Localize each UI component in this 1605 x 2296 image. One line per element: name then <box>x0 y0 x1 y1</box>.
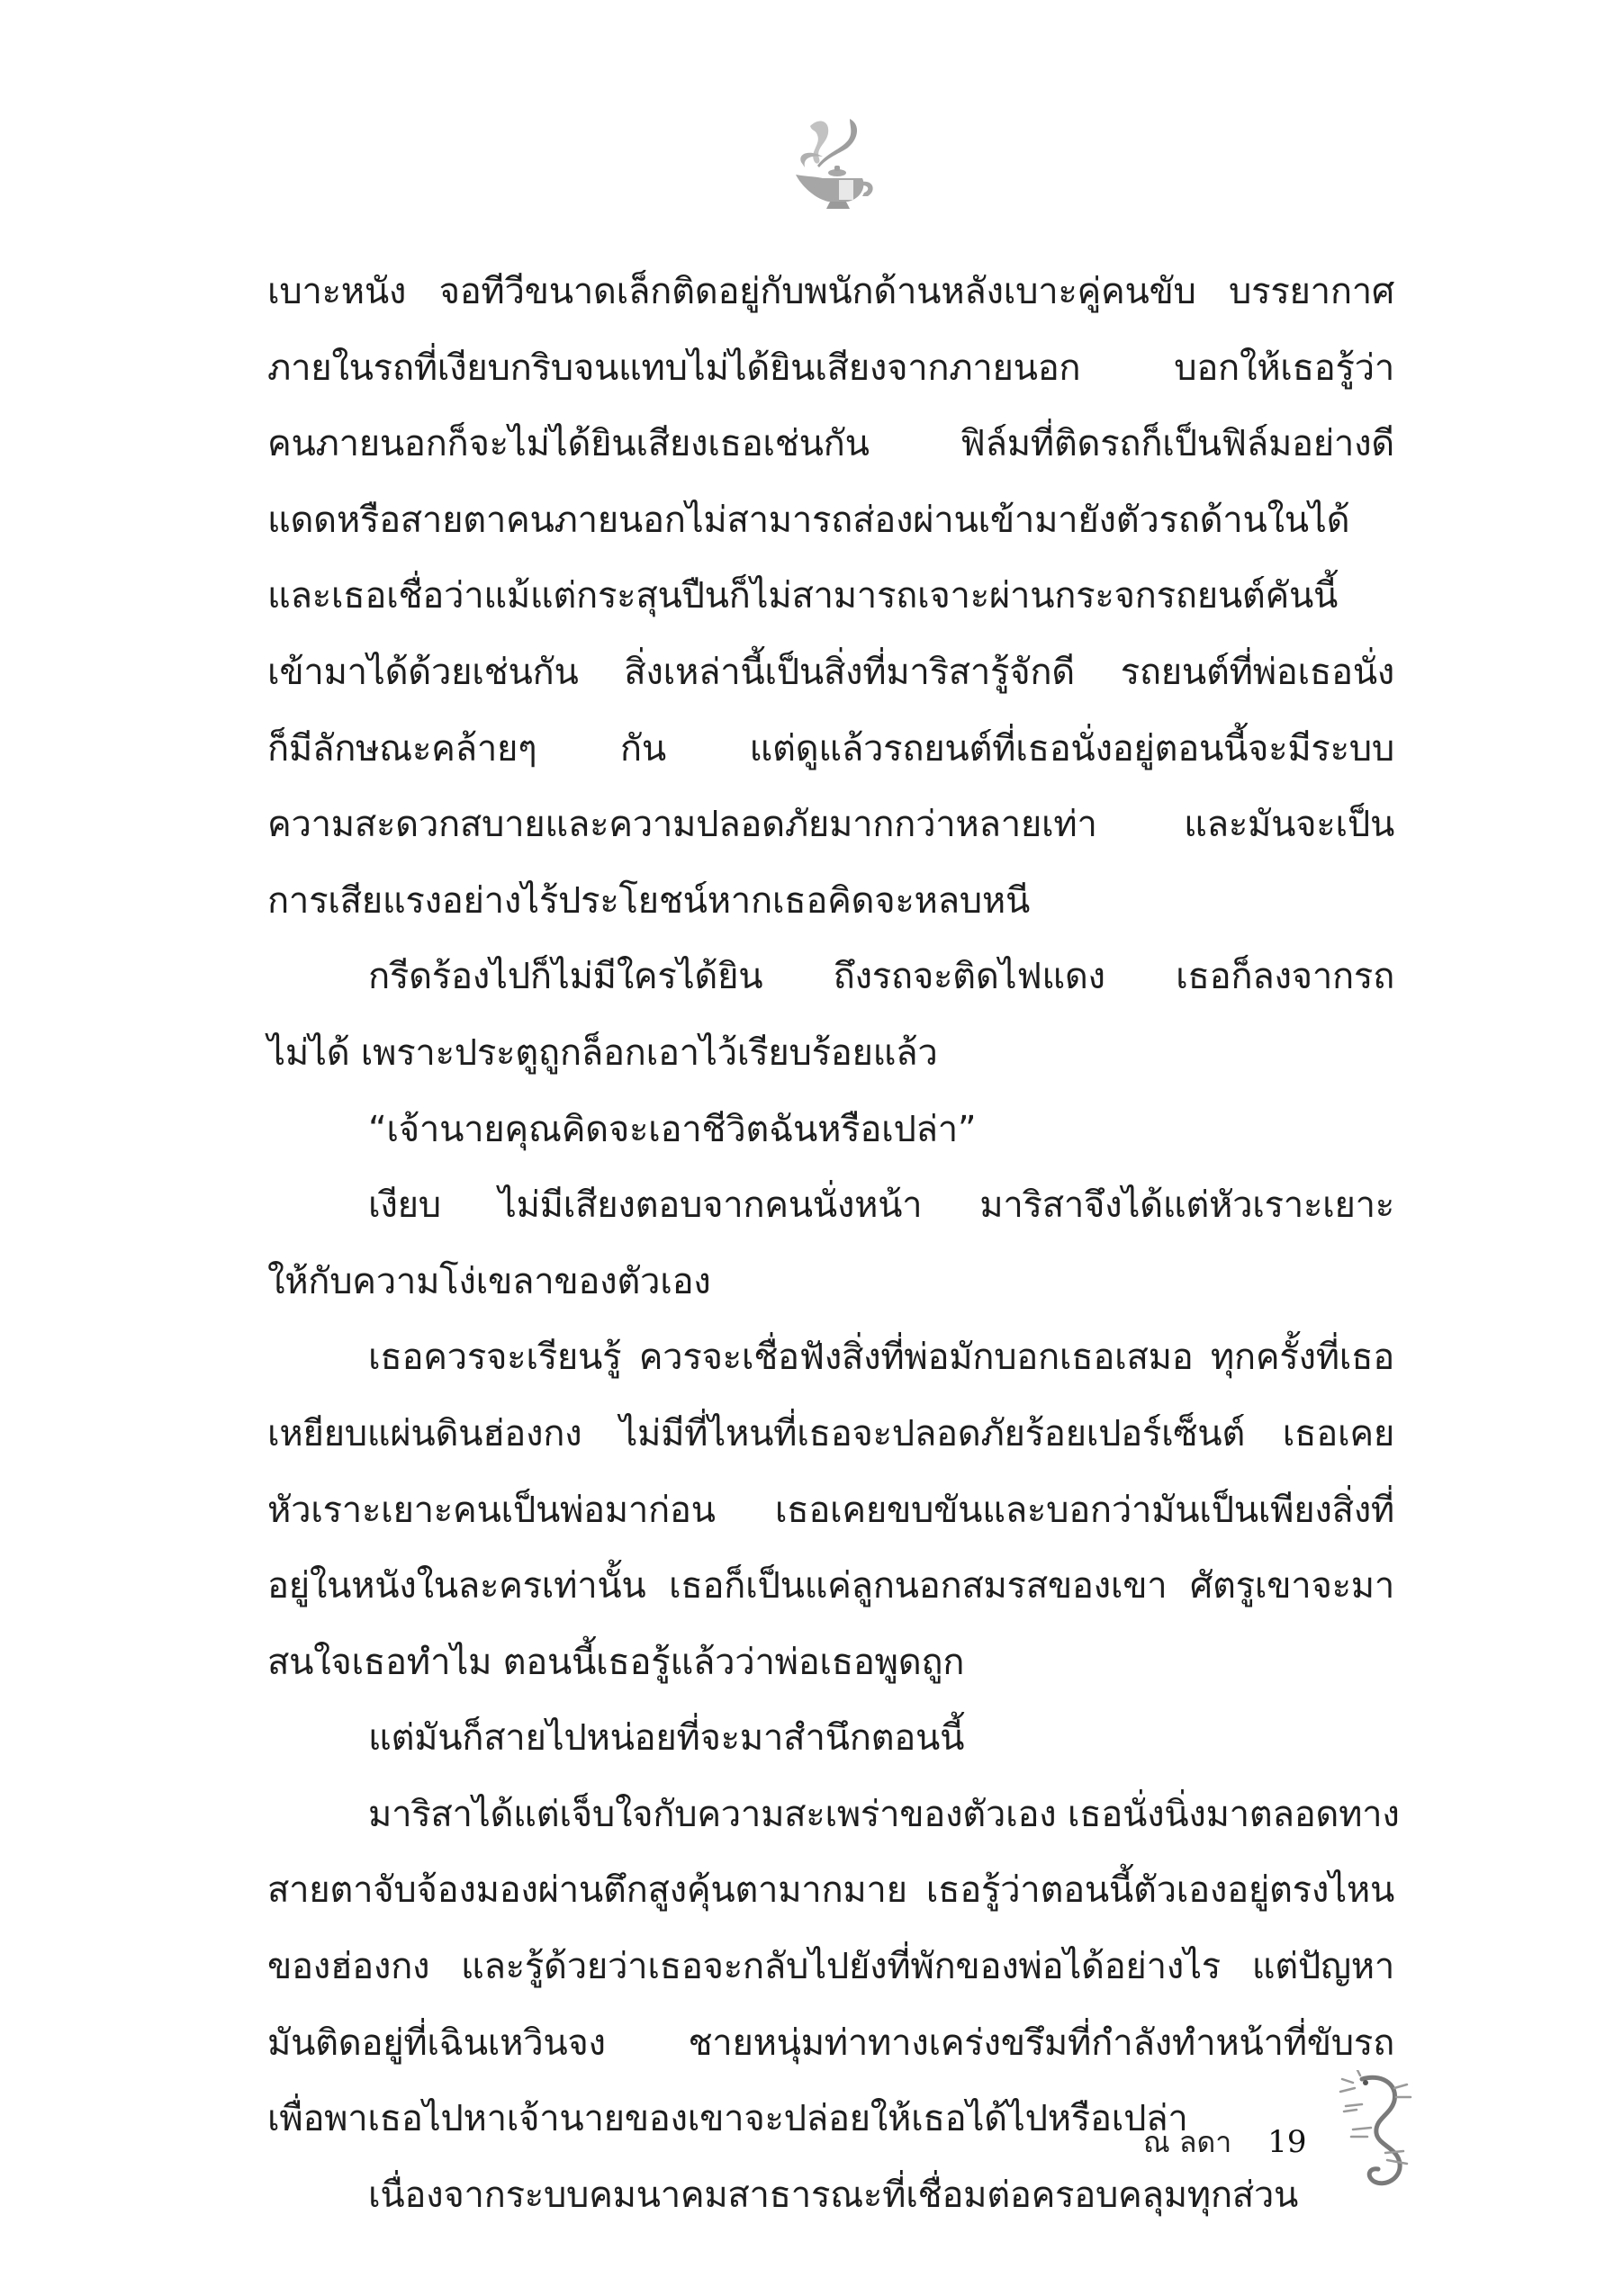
text-line: ภายในรถที่เงียบกริบจนแทบไม่ได้ยินเสียงจากภายนอก บอกให้เธอรู้ว่า <box>267 347 1394 389</box>
text-line: มันติดอยู่ที่เฉินเหวินจง ชายหนุ่มท่าทางเคร่งขรึมที่กำลังทำหน้าที่ขับรถ <box>267 2021 1394 2064</box>
text-line: คนภายนอกก็จะไม่ได้ยินเสียงเธอเช่นกัน ฟิล์มที่ติดรถก็เป็นฟิล์มอย่างดี <box>267 423 1394 465</box>
page-footer <box>1143 2106 1306 2178</box>
text-line: หัวเราะเยาะคนเป็นพ่อมาก่อน เธอเคยขบขันและบอกว่ามันเป็นเพียงสิ่งที่ <box>267 1489 1394 1531</box>
text-line: เพื่อพาเธอไปหาเจ้านายของเขาจะปล่อยให้เธอได้ไปหรือเปล่า <box>267 2098 1188 2140</box>
paragraph-start: มาริสาได้แต่เจ็บใจกับความสะเพร่าของตัวเอง เธอนั่งนิ่งมาตลอดทาง <box>368 1793 1400 1835</box>
text-line: เหยียบแผ่นดินฮ่องกง ไม่มีที่ไหนที่เธอจะปลอดภัยร้อยเปอร์เซ็นต์ เธอเคย <box>267 1412 1394 1454</box>
text-line: และเธอเชื่อว่าแม้แต่กระสุนปืนก็ไม่สามารถเจาะผ่านกระจกรถยนต์คันนี้ <box>267 575 1339 617</box>
text-line: การเสียแรงอย่างไร้ประโยชน์หากเธอคิดจะหลบหนี <box>267 879 1031 922</box>
text-line: เบาะหนัง จอทีวีขนาดเล็กติดอยู่กับพนักด้านหลังเบาะคู่คนขับ บรรยากาศ <box>267 271 1394 312</box>
paragraph-start: เนื่องจากระบบคมนาคมสาธารณะที่เชื่อมต่อครอบคลุมทุกส่วน <box>368 2174 1299 2216</box>
page-number: 19 <box>1267 2124 1307 2160</box>
body-text <box>267 254 1400 2233</box>
paragraph-start: แต่มันก็สายไปหน่อยที่จะมาสำนึกตอนนี้ <box>368 1717 965 1760</box>
genie-lamp-icon <box>783 108 882 216</box>
text-line: อยู่ในหนังในละครเท่านั้น เธอก็เป็นแค่ลูกนอกสมรสของเขา ศัตรูเขาจะมา <box>267 1565 1394 1607</box>
author-name: ณ ลดา <box>1143 2124 1232 2159</box>
text-line: ไม่ได้ เพราะประตูถูกล็อกเอาไว้เรียบร้อยแล้ว <box>267 1031 938 1074</box>
text-line: สนใจเธอทำไม ตอนนี้เธอรู้แล้วว่าพ่อเธอพูดถูก <box>267 1641 965 1683</box>
dialogue-line: “เจ้านายคุณคิดจะเอาชีวิตฉันหรือเปล่า” <box>368 1108 977 1150</box>
paragraph-start: เงียบ ไม่มีเสียงตอบจากคนนั่งหน้า มาริสาจึงได้แต่หัวเราะเยาะ <box>368 1184 1394 1227</box>
paragraph-start: กรีดร้องไปก็ไม่มีใครได้ยิน ถึงรถจะติดไฟแดง เธอก็ลงจากรถ <box>368 956 1394 998</box>
text-line: แดดหรือสายตาคนภายนอกไม่สามารถส่องผ่านเข้ามายังตัวรถด้านในได้ <box>267 499 1350 541</box>
text-line: เข้ามาได้ด้วยเช่นกัน สิ่งเหล่านี้เป็นสิ่งที่มาริสารู้จักดี รถยนต์ที่พ่อเธอนั่ง <box>267 651 1394 693</box>
dragon-icon <box>1335 2070 1416 2192</box>
paragraph-start: เธอควรจะเรียนรู้ ควรจะเชื่อฟังสิ่งที่พ่อมักบอกเธอเสมอ ทุกครั้งที่เธอ <box>368 1337 1394 1379</box>
text-line: สายตาจับจ้องมองผ่านตึกสูงคุ้นตามากมาย เธอรู้ว่าตอนนี้ตัวเองอยู่ตรงไหน <box>267 1869 1394 1912</box>
text-line: ก็มีลักษณะคล้ายๆ กัน แต่ดูแล้วรถยนต์ที่เธอนั่งอยู่ตอนนี้จะมีระบบ <box>267 727 1394 770</box>
text-line: ให้กับความโง่เขลาของตัวเอง <box>267 1260 711 1302</box>
text-line: ความสะดวกสบายและความปลอดภัยมากกว่าหลายเท่า และมันจะเป็น <box>267 804 1394 846</box>
text-line: ของฮ่องกง และรู้ด้วยว่าเธอจะกลับไปยังที่พักของพ่อได้อย่างไร แต่ปัญหา <box>267 1946 1394 1988</box>
